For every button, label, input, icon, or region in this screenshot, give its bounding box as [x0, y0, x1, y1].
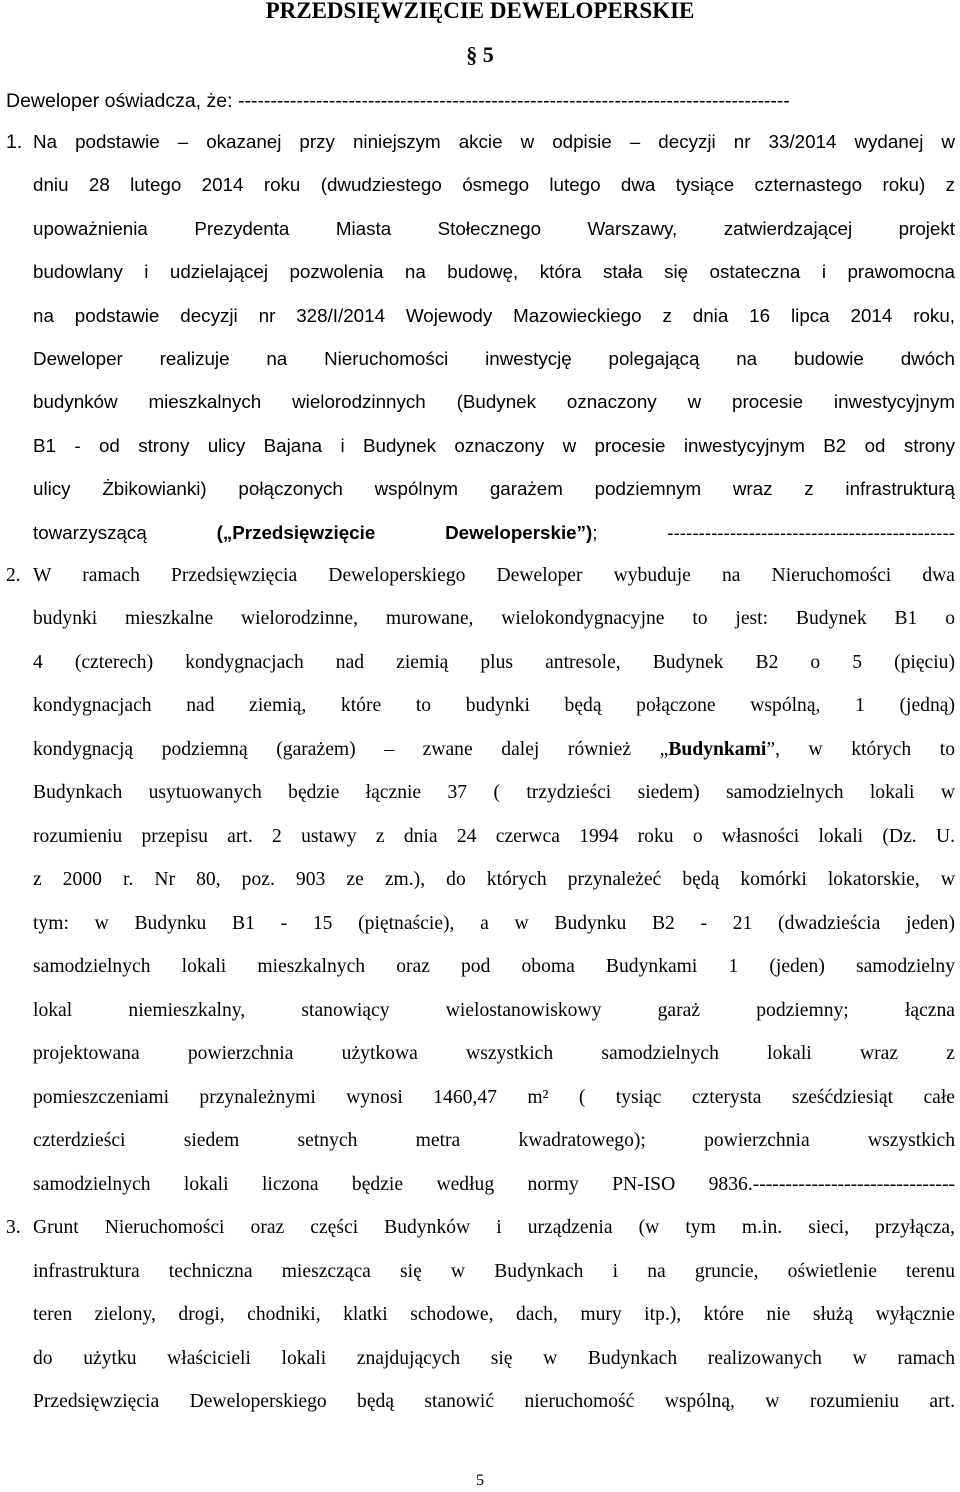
- text-line: dniu 28 lutego 2014 roku (dwudziestego ósmego lutego dwa tysiące czternastego roku) z: [33, 174, 955, 196]
- text-line: infrastruktura techniczna mieszcząca się w Budynkach i na gruncie, oświetlenie terenu: [33, 1260, 955, 1282]
- text-line: Budynkach usytuowanych będzie łącznie 37 ( trzydzieści siedem) samodzielnych lokali w: [33, 782, 955, 804]
- point-1: [0, 120, 960, 554]
- text-line: Deweloper realizuje na Nieruchomości inwestycję polegającą na budowie dwóch: [33, 347, 955, 369]
- document-title: PRZEDSIĘWZIĘCIE DEWELOPERSKIE: [265, 0, 695, 23]
- intro-line: [6, 86, 954, 116]
- text-line: Na podstawie – okazanej przy niniejszym akcie w odpisie – decyzji nr 33/2014 wydanej w: [33, 131, 955, 152]
- defined-term: Budynkami: [668, 738, 767, 760]
- text-line: 4 (czterech) kondygnacjach nad ziemią plus antresole, Budynek B2 o 5 (pięciu): [33, 651, 955, 673]
- text-run: towarzyszącą: [33, 521, 217, 543]
- text-line: pomieszczeniami przynależnymi wynosi 1460,47 m² ( tysiąc czterysta sześćdziesiąt całe: [33, 1086, 955, 1108]
- text-line: tym: w Budynku B1 - 15 (piętnaście), a w Budynku B2 - 21 (dwadzieścia jeden): [33, 912, 955, 934]
- text-line: budowlany i udzielającej pozwolenia na budowę, która stała się ostateczna i prawomocna: [33, 261, 955, 283]
- text-line: projektowana powierzchnia użytkowa wszystkich samodzielnych lokali wraz z: [33, 1043, 955, 1065]
- intro-dashes: -------------------------------------------------------------------------------------: [232, 90, 790, 112]
- text-run: kondygnacją podziemną (garażem) – zwane dalej również „: [33, 738, 669, 760]
- text-line: lokal niemieszkalny, stanowiący wielostanowiskowy garaż podziemny; łączna: [33, 999, 955, 1021]
- text-line-bold: [33, 728, 955, 772]
- text-line: samodzielnych lokali liczona będzie według normy PN-ISO 9836.-------------------------------: [33, 1173, 955, 1195]
- text-line: z 2000 r. Nr 80, poz. 903 ze zm.), do których przynależeć będą komórki lokatorskie, w: [33, 869, 955, 891]
- text-line: W ramach Przedsięwzięcia Deweloperskiego Deweloper wybuduje na Nieruchomości dwa: [33, 564, 955, 586]
- text-line: B1 - od strony ulicy Bajana i Budynek oznaczony w procesie inwestycyjnym B2 od strony: [33, 434, 955, 456]
- text-line: do użytku właścicieli lokali znajdujących się w Budynkach realizowanych w ramach: [33, 1347, 955, 1369]
- text-line-last: [33, 511, 955, 554]
- intro-lead: Deweloper oświadcza, że:: [6, 90, 233, 112]
- text-line: upoważnienia Prezydenta Miasta Stołecznego Warszawy, zatwierdzającej projekt: [33, 217, 955, 239]
- text-run: ; ----------------------------------------------: [592, 521, 955, 543]
- point-number: 3.: [6, 1217, 21, 1239]
- text-line: budynków mieszkalnych wielorodzinnych (Budynek oznaczony w procesie inwestycyjnym: [33, 391, 955, 413]
- text-line: Grunt Nieruchomości oraz części Budynków i urządzenia (w tym m.in. sieci, przyłącza,: [33, 1217, 955, 1239]
- point-2: [0, 554, 960, 1207]
- point-text: [33, 554, 955, 1207]
- point-text: [33, 120, 955, 554]
- text-line: kondygnacjach nad ziemią, które to budynki będą połączone wspólną, 1 (jedną): [33, 695, 955, 717]
- page-number: 5: [476, 1472, 484, 1489]
- point-number: 2.: [6, 564, 21, 586]
- points-list: [0, 120, 960, 1424]
- section-heading: § 5: [466, 42, 494, 67]
- text-run: ”, w których to: [766, 738, 955, 760]
- text-line: ulicy Żbikowianki) połączonych wspólnym garażem podziemnym wraz z infrastrukturą: [33, 478, 955, 500]
- text-line: budynki mieszkalne wielorodzinne, murowane, wielokondygnacyjne to jest: Budynek B1 o: [33, 608, 955, 630]
- text-line: teren zielony, drogi, chodniki, klatki schodowe, dach, mury itp.), które nie służą wyłącznie: [33, 1304, 955, 1326]
- text-line: rozumieniu przepisu art. 2 ustawy z dnia 24 czerwca 1994 roku o własności lokali (Dz. U.: [33, 825, 955, 847]
- text-line: czterdzieści siedem setnych metra kwadratowego); powierzchnia wszystkich: [33, 1130, 955, 1152]
- defined-term: („Przedsięwzięcie Deweloperskie”): [216, 521, 593, 543]
- text-line: na podstawie decyzji nr 328/I/2014 Wojewody Mazowieckiego z dnia 16 lipca 2014 roku,: [33, 304, 955, 326]
- text-line: Przedsięwzięcia Deweloperskiego będą stanowić nieruchomość wspólną, w rozumieniu art.: [33, 1391, 955, 1413]
- point-3: [0, 1206, 960, 1424]
- point-number: 1.: [6, 131, 23, 153]
- text-line: samodzielnych lokali mieszkalnych oraz pod oboma Budynkami 1 (jeden) samodzielny: [33, 956, 955, 978]
- point-text: [33, 1206, 955, 1424]
